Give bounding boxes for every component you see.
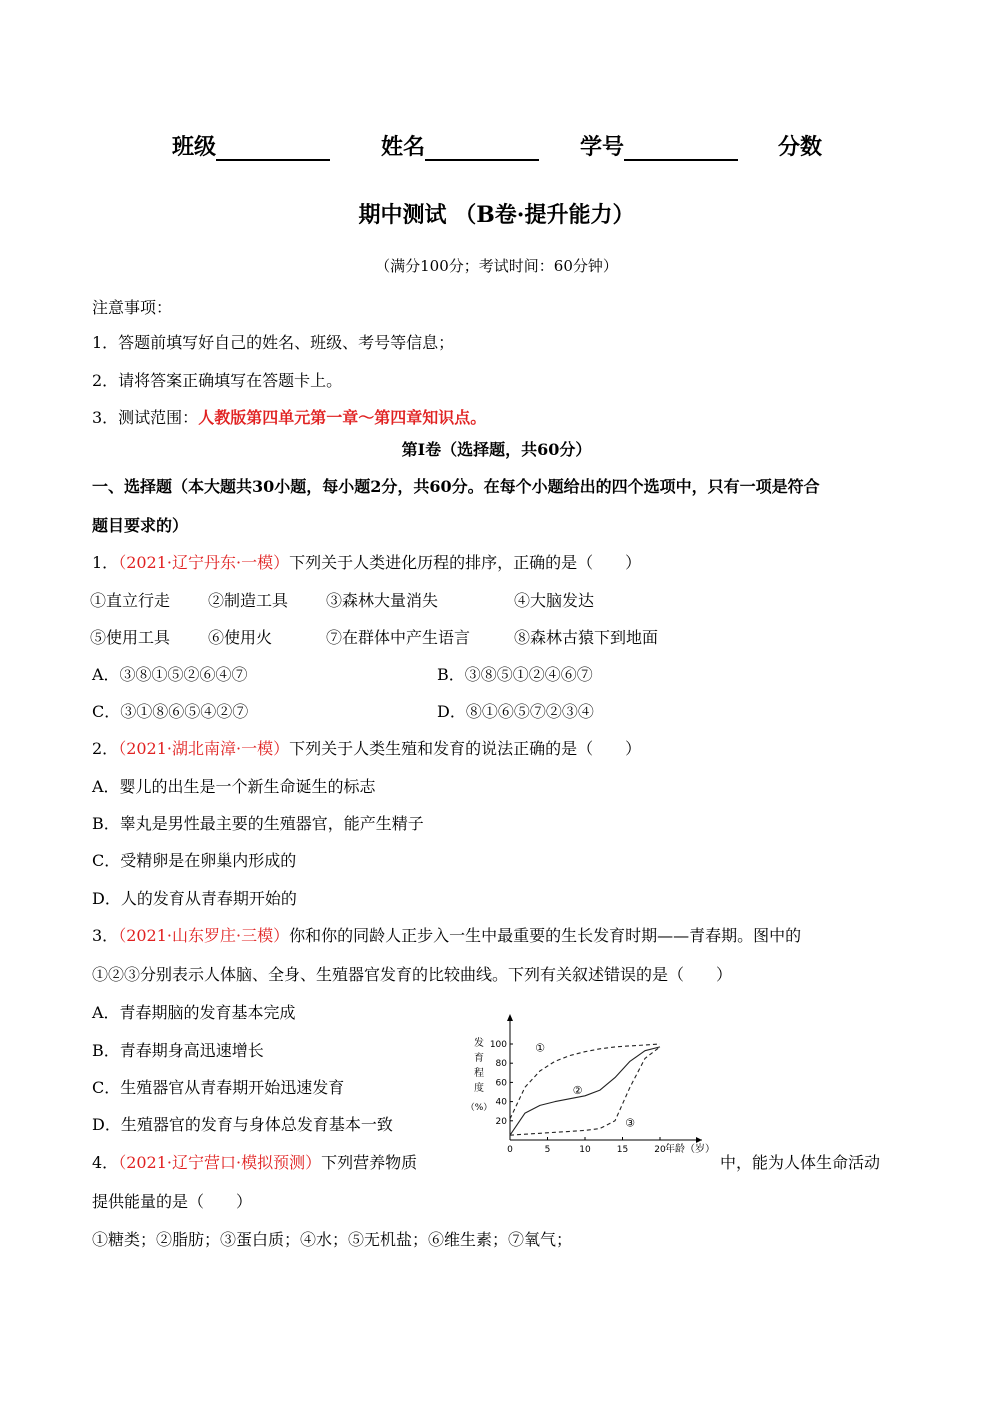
student-id-field [580, 130, 738, 161]
x-tick-label: 15 [616, 1145, 629, 1155]
y-tick-label: 60 [495, 1078, 507, 1089]
question-number: 4． [92, 1153, 119, 1172]
question-3-stem-line2: ①②③分别表示人体脑、全身、生殖器官发育的比较曲线。下列有关叙述错误的是（ ） [92, 965, 733, 984]
q1-item-6: ⑥使用火 [208, 628, 273, 647]
class-label: 班级 [172, 134, 217, 160]
q2-option-a[interactable]: A．婴儿的出生是一个新生命诞生的标志 [92, 777, 376, 796]
chart-axes [507, 1014, 702, 1143]
notes-heading: 注意事项： [92, 298, 173, 317]
name-blank[interactable] [425, 135, 539, 161]
name-label: 姓名 [381, 134, 426, 160]
question-4-stem-continued: 中，能为人体生命活动 [720, 1153, 881, 1172]
question-4-stem-line2: 提供能量的是（ ） [92, 1192, 253, 1211]
class-field [172, 130, 330, 161]
note-1: 1．答题前填写好自己的姓名、班级、考号等信息； [92, 333, 455, 352]
score-label: 分数 [778, 134, 823, 160]
x-tick-label: 0 [507, 1145, 513, 1155]
series-line-2 [510, 1047, 660, 1135]
volume-title: 第Ⅰ卷（选择题，共60分） [401, 440, 592, 459]
question-source: （2021·辽宁营口·模拟预测） [118, 1153, 322, 1172]
q1-item-5: ⑤使用工具 [90, 628, 171, 647]
y-axis-label-char: 度 [474, 1083, 484, 1094]
question-2-stem [92, 736, 641, 759]
question-number: 3． [92, 926, 119, 945]
y-axis-label-char: 程 [474, 1068, 484, 1079]
y-axis-label-char: 育 [474, 1053, 484, 1064]
q4-items: ①糖类；②脂肪；③蛋白质；④水；⑤无机盐；⑥维生素；⑦氧气； [92, 1230, 573, 1249]
series-line-1 [510, 1041, 660, 1119]
x-axis-label: 年龄（岁） [665, 1144, 715, 1155]
q3-option-a[interactable]: A．青春期脑的发育基本完成 [92, 1003, 296, 1022]
q3-option-b[interactable]: B．青春期身高迅速增长 [92, 1041, 264, 1060]
q1-option-a[interactable]: A．③⑧①⑤②⑥④⑦ [92, 665, 248, 684]
q1-item-2: ②制造工具 [208, 591, 289, 610]
question-4-stem [92, 1150, 417, 1173]
q1-option-c[interactable]: C．③①⑧⑥⑤④②⑦ [92, 702, 249, 721]
y-axis-arrow [507, 1014, 513, 1021]
development-curve-chart [465, 1012, 720, 1164]
question-text: 你和你的同龄人正步入一生中最重要的生长发育时期——青春期。图中的 [289, 926, 802, 945]
x-tick-label: 20 [654, 1145, 666, 1155]
q2-option-d[interactable]: D．人的发育从青春期开始的 [92, 889, 297, 908]
question-source: （2021·辽宁丹东·一模） [118, 553, 290, 572]
q1-item-3: ③森林大量消失 [326, 591, 439, 610]
q3-option-c[interactable]: C．生殖器官从青春期开始迅速发育 [92, 1078, 345, 1097]
question-source: （2021·湖北南漳·一模） [118, 739, 290, 758]
series-line-3 [510, 1047, 660, 1135]
q1-option-d[interactable]: D．⑧①⑥⑤⑦②③④ [437, 702, 594, 721]
x-tick-label: 5 [544, 1145, 551, 1155]
section-heading-line1: 一、选择题（本大题共30小题，每小题2分，共60分。在每个小题给出的四个选项中，只有一项是符合 [92, 477, 820, 496]
note-3-scope: 人教版第四单元第一章～第四章知识点。 [198, 408, 487, 427]
chart-series [510, 1041, 660, 1135]
chart-labels [466, 1036, 715, 1155]
y-tick-label: 100 [489, 1040, 507, 1050]
y-axis-label-unit: （%） [465, 1103, 493, 1113]
exam-info: （满分100分；考试时间：60分钟） [375, 257, 618, 275]
question-text: 下列关于人类生殖和发育的说法正确的是（ ） [289, 739, 642, 758]
question-number: 1． [92, 553, 119, 572]
series-label-3: ③ [625, 1116, 635, 1130]
q2-option-c[interactable]: C．受精卵是在卵巢内形成的 [92, 851, 297, 870]
q3-option-d[interactable]: D．生殖器官的发育与身体总发育基本一致 [92, 1115, 393, 1134]
y-tick-label: 80 [495, 1059, 507, 1070]
student-id-blank[interactable] [624, 135, 738, 161]
y-tick-label: 40 [495, 1097, 507, 1108]
question-number: 2． [92, 739, 119, 758]
class-blank[interactable] [216, 135, 330, 161]
question-text: 下列关于人类进化历程的排序，正确的是（ ） [289, 553, 642, 572]
q1-option-b[interactable]: B．③⑧⑤①②④⑥⑦ [437, 665, 593, 684]
q1-item-7: ⑦在群体中产生语言 [326, 628, 471, 647]
y-tick-label: 20 [495, 1116, 507, 1127]
q2-option-b[interactable]: B．睾丸是男性最主要的生殖器官，能产生精子 [92, 814, 424, 833]
q1-item-8: ⑧森林古猿下到地面 [514, 628, 659, 647]
student-id-label: 学号 [580, 134, 625, 160]
question-3-stem-line1 [92, 923, 801, 946]
x-axis-arrow [696, 1137, 702, 1143]
note-3-prefix: 3．测试范围： [92, 408, 199, 427]
page-title: 期中测试 （B卷·提升能力） [358, 202, 635, 228]
question-1-stem [92, 550, 641, 573]
y-axis-label-char: 发 [474, 1038, 484, 1049]
note-2: 2．请将答案正确填写在答题卡上。 [92, 371, 343, 390]
note-3 [92, 405, 486, 428]
q1-item-4: ④大脑发达 [514, 591, 595, 610]
section-heading-line2: 题目要求的） [92, 516, 189, 535]
x-tick-label: 10 [579, 1145, 591, 1155]
name-field [381, 130, 539, 161]
q1-item-1: ①直立行走 [90, 591, 171, 610]
question-text: 下列营养物质 [321, 1153, 418, 1172]
series-label-2: ② [572, 1083, 583, 1097]
question-source: （2021·山东罗庄·三模） [118, 926, 290, 945]
series-label-1: ① [535, 1041, 545, 1055]
